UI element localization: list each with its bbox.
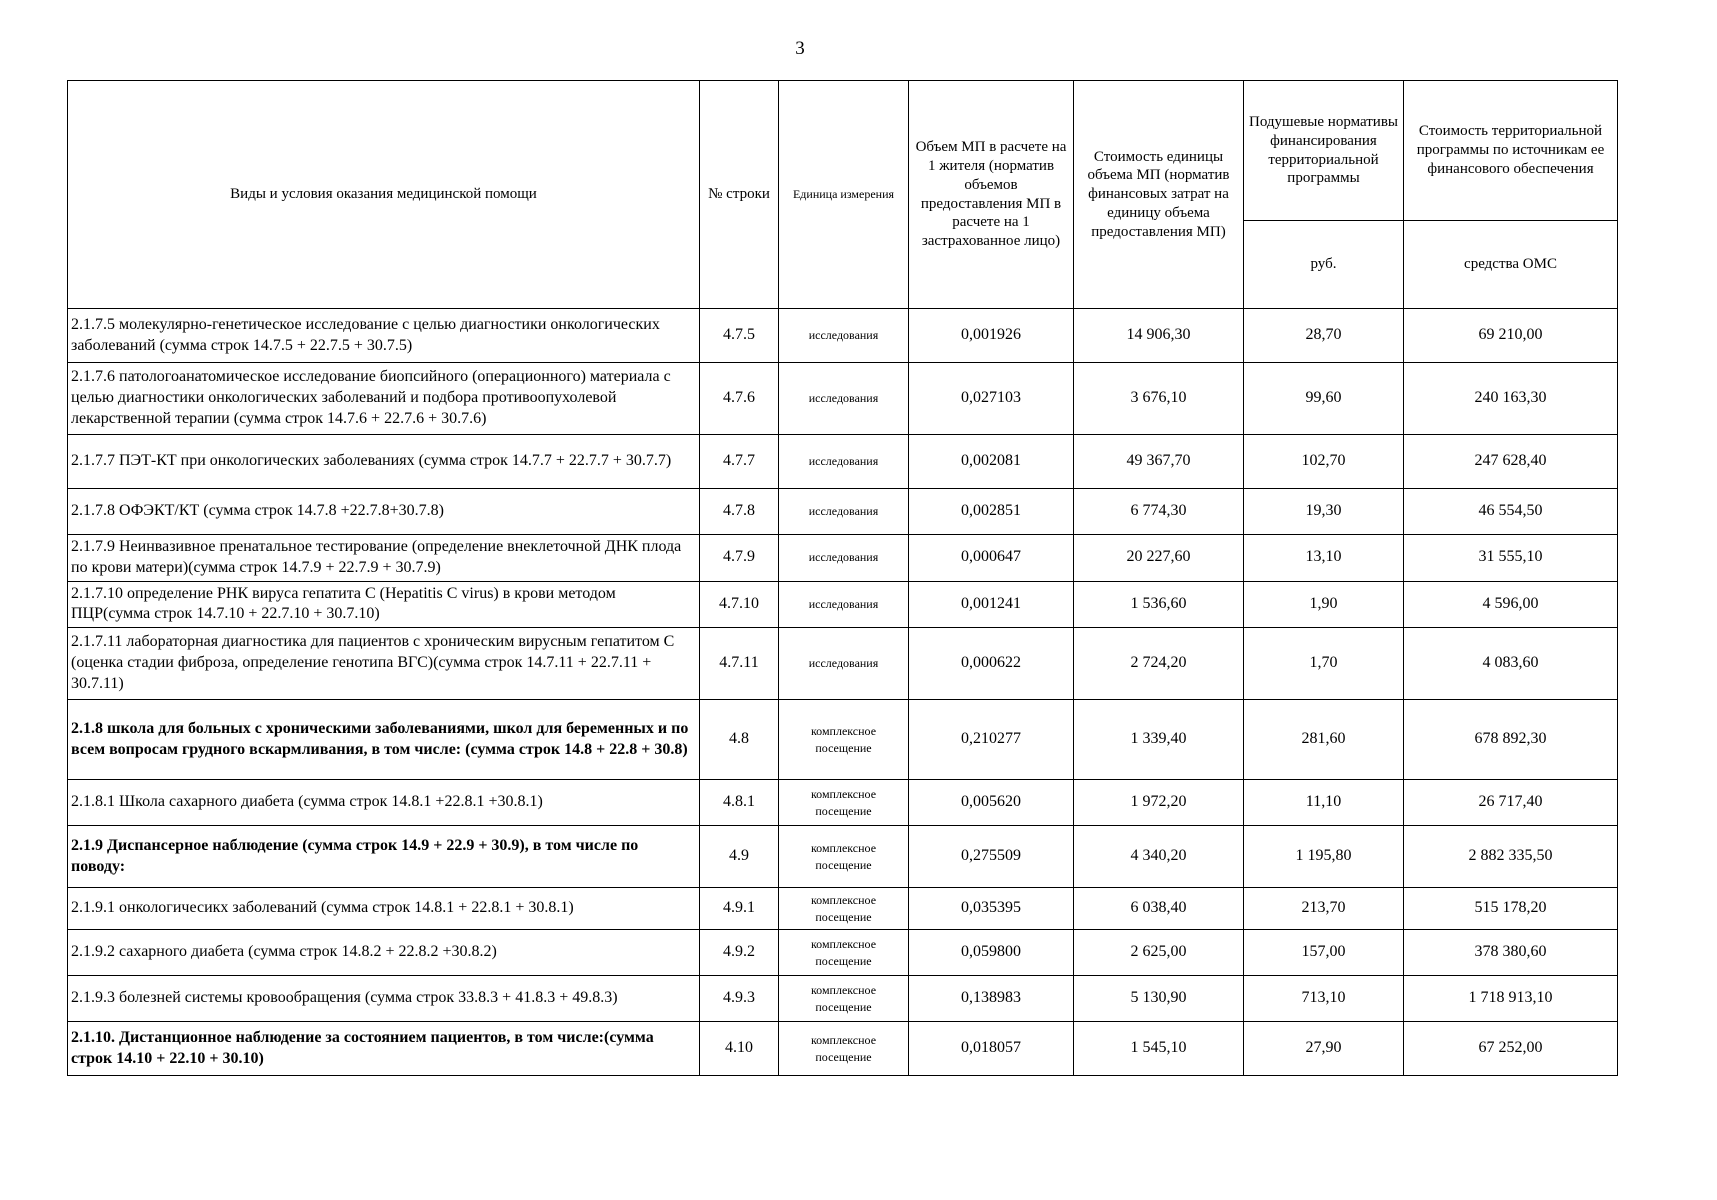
norm-rub-cell: 1 195,80 bbox=[1244, 826, 1404, 888]
table-row bbox=[68, 535, 1618, 582]
cost-cell: 1 536,60 bbox=[1074, 581, 1244, 628]
row-number-cell: 4.9.3 bbox=[700, 976, 779, 1022]
unit-cell: исследования bbox=[779, 309, 909, 363]
oms-cell: 31 555,10 bbox=[1404, 535, 1618, 582]
header-cost: Стоимость единицы объема МП (норматив финансовых затрат на единицу объема предоставления МП) bbox=[1074, 81, 1244, 309]
norm-rub-cell: 713,10 bbox=[1244, 976, 1404, 1022]
row-number-cell: 4.7.5 bbox=[700, 309, 779, 363]
header-norms: Подушевые нормативы финансирования территориальной программы bbox=[1244, 81, 1404, 221]
oms-cell: 2 882 335,50 bbox=[1404, 826, 1618, 888]
row-number-cell: 4.7.7 bbox=[700, 435, 779, 489]
volume-cell: 0,275509 bbox=[909, 826, 1074, 888]
volume-cell: 0,027103 bbox=[909, 363, 1074, 435]
table-row bbox=[68, 930, 1618, 976]
header-unit: Единица измерения bbox=[779, 81, 909, 309]
oms-cell: 678 892,30 bbox=[1404, 700, 1618, 780]
table-row bbox=[68, 435, 1618, 489]
oms-cell: 69 210,00 bbox=[1404, 309, 1618, 363]
unit-cell: комплексное посещение bbox=[779, 888, 909, 930]
cost-cell: 6 038,40 bbox=[1074, 888, 1244, 930]
volume-cell: 0,138983 bbox=[909, 976, 1074, 1022]
oms-cell: 4 083,60 bbox=[1404, 628, 1618, 700]
header-volume: Объем МП в расчете на 1 жителя (норматив объемов предоставления МП в расчете на 1 застрахованное лицо) bbox=[909, 81, 1074, 309]
norm-rub-cell: 27,90 bbox=[1244, 1022, 1404, 1076]
cost-cell: 6 774,30 bbox=[1074, 489, 1244, 535]
norm-rub-cell: 213,70 bbox=[1244, 888, 1404, 930]
cost-cell: 3 676,10 bbox=[1074, 363, 1244, 435]
row-number-cell: 4.8.1 bbox=[700, 780, 779, 826]
row-number-cell: 4.7.10 bbox=[700, 581, 779, 628]
oms-cell: 240 163,30 bbox=[1404, 363, 1618, 435]
page-number: 3 bbox=[795, 38, 805, 59]
row-name-cell: 2.1.8.1 Школа сахарного диабета (сумма строк 14.8.1 +22.8.1 +30.8.1) bbox=[68, 780, 700, 826]
unit-cell: комплексное посещение bbox=[779, 700, 909, 780]
row-name-cell: 2.1.9.3 болезней системы кровообращения (сумма строк 33.8.3 + 41.8.3 + 49.8.3) bbox=[68, 976, 700, 1022]
oms-cell: 46 554,50 bbox=[1404, 489, 1618, 535]
norm-rub-cell: 11,10 bbox=[1244, 780, 1404, 826]
volume-cell: 0,210277 bbox=[909, 700, 1074, 780]
unit-cell: комплексное посещение bbox=[779, 826, 909, 888]
cost-cell: 1 545,10 bbox=[1074, 1022, 1244, 1076]
norm-rub-cell: 99,60 bbox=[1244, 363, 1404, 435]
norm-rub-cell: 1,70 bbox=[1244, 628, 1404, 700]
cost-cell: 5 130,90 bbox=[1074, 976, 1244, 1022]
cost-cell: 1 972,20 bbox=[1074, 780, 1244, 826]
row-number-cell: 4.7.9 bbox=[700, 535, 779, 582]
table-row bbox=[68, 888, 1618, 930]
volume-cell: 0,005620 bbox=[909, 780, 1074, 826]
header-name: Виды и условия оказания медицинской помощи bbox=[68, 81, 700, 309]
row-number-cell: 4.9.2 bbox=[700, 930, 779, 976]
volume-cell: 0,001926 bbox=[909, 309, 1074, 363]
table-row bbox=[68, 581, 1618, 628]
header-program-cost: Стоимость территориальной программы по источникам ее финансового обеспечения bbox=[1404, 81, 1618, 221]
volume-cell: 0,001241 bbox=[909, 581, 1074, 628]
table-row bbox=[68, 363, 1618, 435]
cost-cell: 2 724,20 bbox=[1074, 628, 1244, 700]
unit-cell: комплексное посещение bbox=[779, 780, 909, 826]
oms-cell: 378 380,60 bbox=[1404, 930, 1618, 976]
table-row bbox=[68, 1022, 1618, 1076]
row-number-cell: 4.9.1 bbox=[700, 888, 779, 930]
oms-cell: 67 252,00 bbox=[1404, 1022, 1618, 1076]
row-name-cell: 2.1.7.11 лабораторная диагностика для пациентов с хроническим вирусным гепатитом С (оценка стадии фиброза, определение генотипа ВГС)(сумма строк 14.7.11 + 22.7.11 + 30.7.11) bbox=[68, 628, 700, 700]
row-name-cell: 2.1.9 Диспансерное наблюдение (сумма строк 14.9 + 22.9 + 30.9), в том числе по поводу: bbox=[68, 826, 700, 888]
unit-cell: комплексное посещение bbox=[779, 976, 909, 1022]
volume-cell: 0,059800 bbox=[909, 930, 1074, 976]
row-name-cell: 2.1.7.10 определение РНК вируса гепатита С (Hepatitis C virus) в крови методом ПЦР(сумма строк 14.7.10 + 22.7.10 + 30.7.10) bbox=[68, 581, 700, 628]
volume-cell: 0,002851 bbox=[909, 489, 1074, 535]
cost-cell: 2 625,00 bbox=[1074, 930, 1244, 976]
row-name-cell: 2.1.10. Дистанционное наблюдение за состоянием пациентов, в том числе:(сумма строк 14.10 + 22.10 + 30.10) bbox=[68, 1022, 700, 1076]
cost-cell: 20 227,60 bbox=[1074, 535, 1244, 582]
row-name-cell: 2.1.7.6 патологоанатомическое исследование биопсийного (операционного) материала с целью диагностики онкологических заболеваний и подбора противоопухолевой лекарственной терапии (сумма строк 14.7.6 + 22.7.6 + 30.7.6) bbox=[68, 363, 700, 435]
norm-rub-cell: 28,70 bbox=[1244, 309, 1404, 363]
row-name-cell: 2.1.9.2 сахарного диабета (сумма строк 14.8.2 + 22.8.2 +30.8.2) bbox=[68, 930, 700, 976]
unit-cell: комплексное посещение bbox=[779, 1022, 909, 1076]
table-row bbox=[68, 826, 1618, 888]
row-number-cell: 4.9 bbox=[700, 826, 779, 888]
row-name-cell: 2.1.8 школа для больных с хроническими заболеваниями, школ для беременных и по всем вопросам грудного вскармливания, в том числе: (сумма строк 14.8 + 22.8 + 30.8) bbox=[68, 700, 700, 780]
table-row bbox=[68, 309, 1618, 363]
table-row bbox=[68, 976, 1618, 1022]
oms-cell: 515 178,20 bbox=[1404, 888, 1618, 930]
oms-cell: 1 718 913,10 bbox=[1404, 976, 1618, 1022]
row-number-cell: 4.7.8 bbox=[700, 489, 779, 535]
row-name-cell: 2.1.9.1 онкологичесикх заболеваний (сумма строк 14.8.1 + 22.8.1 + 30.8.1) bbox=[68, 888, 700, 930]
volume-cell: 0,018057 bbox=[909, 1022, 1074, 1076]
volume-cell: 0,000647 bbox=[909, 535, 1074, 582]
row-number-cell: 4.8 bbox=[700, 700, 779, 780]
unit-cell: исследования bbox=[779, 435, 909, 489]
table-row bbox=[68, 628, 1618, 700]
row-name-cell: 2.1.7.8 ОФЭКТ/КТ (сумма строк 14.7.8 +22.7.8+30.7.8) bbox=[68, 489, 700, 535]
norm-rub-cell: 1,90 bbox=[1244, 581, 1404, 628]
unit-cell: исследования bbox=[779, 489, 909, 535]
table-body bbox=[68, 309, 1618, 1076]
cost-cell: 4 340,20 bbox=[1074, 826, 1244, 888]
norm-rub-cell: 102,70 bbox=[1244, 435, 1404, 489]
cost-cell: 49 367,70 bbox=[1074, 435, 1244, 489]
row-number-cell: 4.7.11 bbox=[700, 628, 779, 700]
row-number-cell: 4.10 bbox=[700, 1022, 779, 1076]
unit-cell: исследования bbox=[779, 628, 909, 700]
oms-cell: 26 717,40 bbox=[1404, 780, 1618, 826]
table-row bbox=[68, 489, 1618, 535]
norm-rub-cell: 13,10 bbox=[1244, 535, 1404, 582]
oms-cell: 4 596,00 bbox=[1404, 581, 1618, 628]
volume-cell: 0,002081 bbox=[909, 435, 1074, 489]
subheader-oms: средства ОМС bbox=[1404, 221, 1618, 309]
oms-cell: 247 628,40 bbox=[1404, 435, 1618, 489]
subheader-rub: руб. bbox=[1244, 221, 1404, 309]
norm-rub-cell: 157,00 bbox=[1244, 930, 1404, 976]
cost-cell: 14 906,30 bbox=[1074, 309, 1244, 363]
row-name-cell: 2.1.7.9 Неинвазивное пренатальное тестирование (определение внеклеточной ДНК плода по крови матери)(сумма строк 14.7.9 + 22.7.9 + 30.7.9) bbox=[68, 535, 700, 582]
unit-cell: исследования bbox=[779, 363, 909, 435]
norm-rub-cell: 281,60 bbox=[1244, 700, 1404, 780]
row-name-cell: 2.1.7.5 молекулярно-генетическое исследование с целью диагностики онкологических заболеваний (сумма строк 14.7.5 + 22.7.5 + 30.7.5) bbox=[68, 309, 700, 363]
row-name-cell: 2.1.7.7 ПЭТ-КТ при онкологических заболеваниях (сумма строк 14.7.7 + 22.7.7 + 30.7.7) bbox=[68, 435, 700, 489]
norm-rub-cell: 19,30 bbox=[1244, 489, 1404, 535]
header-row-number: № строки bbox=[700, 81, 779, 309]
cost-cell: 1 339,40 bbox=[1074, 700, 1244, 780]
volume-cell: 0,035395 bbox=[909, 888, 1074, 930]
volume-cell: 0,000622 bbox=[909, 628, 1074, 700]
unit-cell: исследования bbox=[779, 581, 909, 628]
unit-cell: комплексное посещение bbox=[779, 930, 909, 976]
table-row bbox=[68, 700, 1618, 780]
table-row bbox=[68, 780, 1618, 826]
financing-table bbox=[67, 80, 1618, 1076]
row-number-cell: 4.7.6 bbox=[700, 363, 779, 435]
unit-cell: исследования bbox=[779, 535, 909, 582]
